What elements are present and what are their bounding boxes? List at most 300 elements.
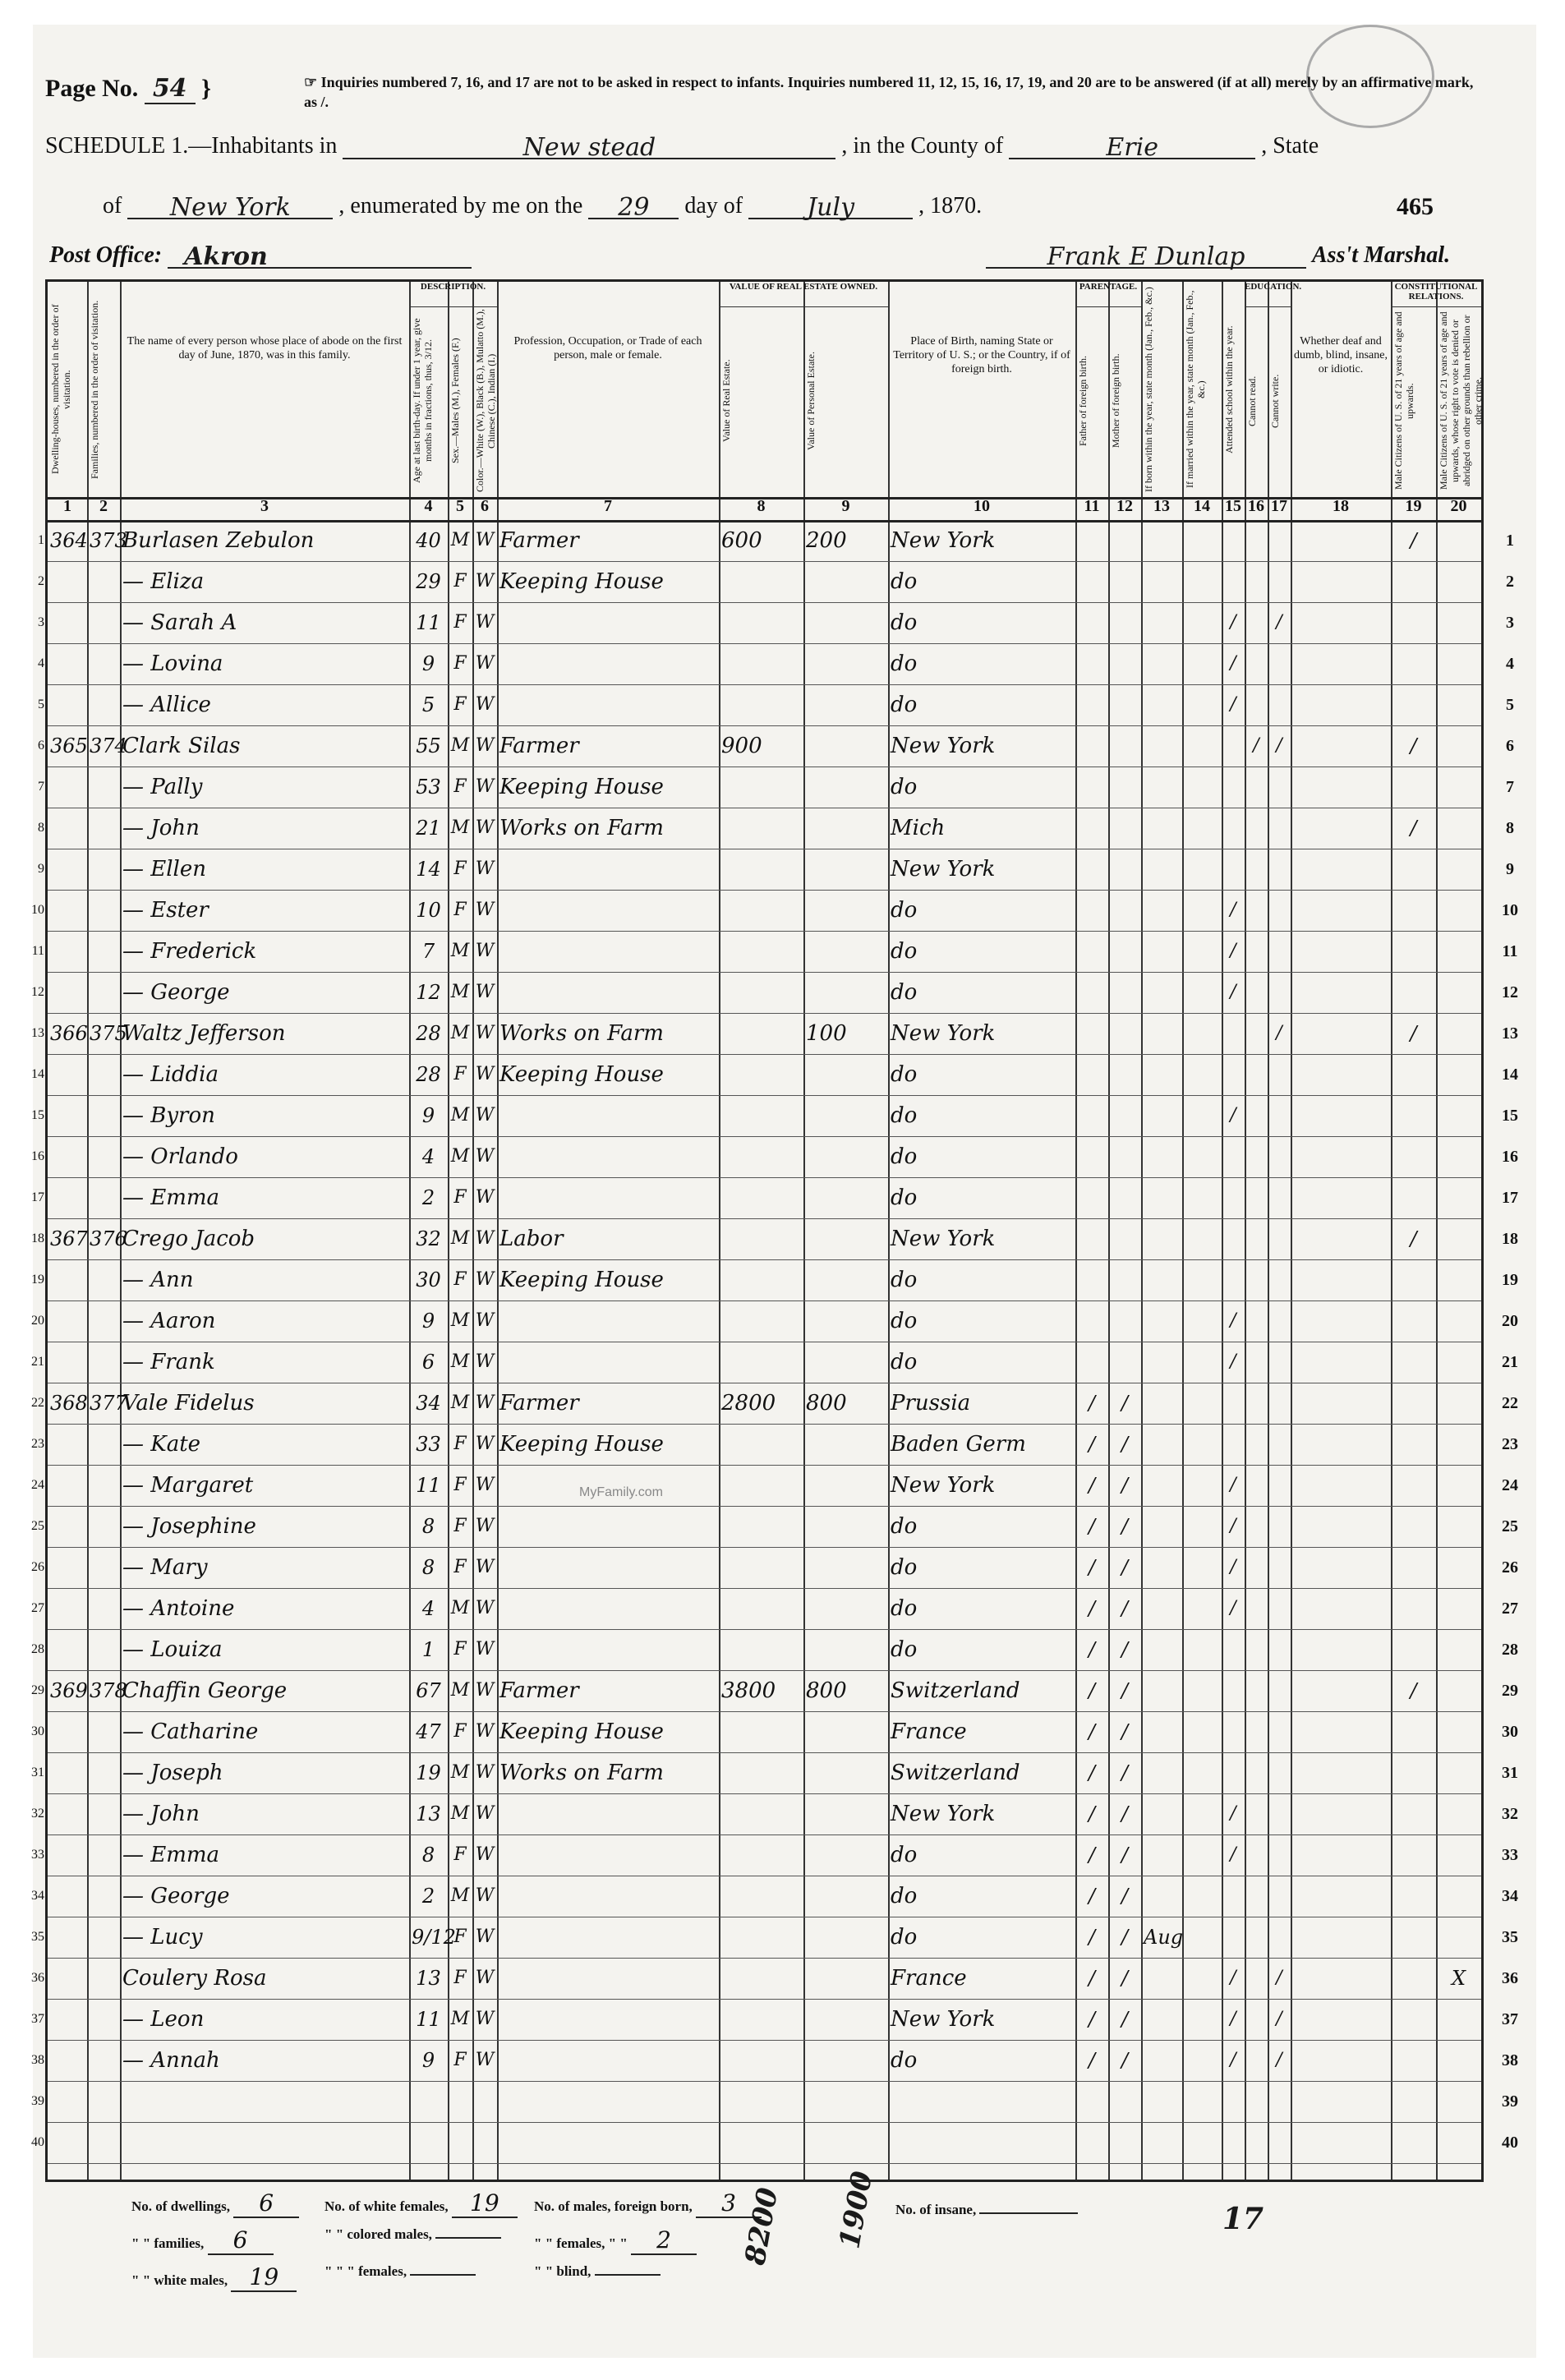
footer-dwellings: 6 bbox=[233, 2189, 299, 2218]
column-number-15: 15 bbox=[1225, 497, 1241, 515]
cell-name: — Frank bbox=[122, 1350, 215, 1374]
column-number-17: 17 bbox=[1271, 497, 1287, 515]
cell-c12: / bbox=[1121, 1885, 1129, 1908]
footer-colored-females bbox=[410, 2274, 476, 2276]
row-number-left: 8 bbox=[38, 821, 44, 835]
cell-c11: / bbox=[1088, 1844, 1096, 1867]
cell-sex: F bbox=[453, 1269, 467, 1290]
cell-name: — Ann bbox=[122, 1268, 194, 1292]
cell-c15: / bbox=[1230, 1105, 1236, 1126]
table-row bbox=[31, 1711, 1518, 1752]
row-number-right: 30 bbox=[1502, 1723, 1518, 1741]
cell-color: W bbox=[475, 653, 495, 674]
cell-birth: New York bbox=[891, 1473, 996, 1498]
column-header-10: Place of Birth, naming State or Territory of U. S.; or the Country, if of foreign birth. bbox=[893, 335, 1070, 375]
cell-name: — Ellen bbox=[122, 857, 207, 882]
cell-sex: F bbox=[453, 1557, 467, 1577]
row-number-left: 28 bbox=[31, 1642, 44, 1656]
footer-total-real-estate: 8200 bbox=[739, 2184, 785, 2268]
cell-sex: M bbox=[450, 2009, 470, 2029]
cell-color: W bbox=[475, 1310, 495, 1331]
cell-name: — Joseph bbox=[122, 1761, 223, 1785]
column-header-11: Father of foreign birth. bbox=[1077, 356, 1089, 446]
table-row bbox=[38, 643, 1514, 684]
cell-pe: 100 bbox=[806, 1021, 847, 1046]
cell-age: 2 bbox=[421, 1186, 435, 1209]
row-number-right: 38 bbox=[1502, 2051, 1518, 2069]
cell-sex: M bbox=[450, 1310, 470, 1331]
cell-c12: / bbox=[1121, 1967, 1129, 1990]
table-row bbox=[31, 1958, 1518, 1999]
row-number-right: 24 bbox=[1502, 1476, 1518, 1494]
cell-birth: do bbox=[891, 610, 918, 635]
cell-color: W bbox=[475, 1968, 495, 1988]
table-row bbox=[38, 684, 1514, 725]
cell-age: 2 bbox=[421, 1885, 435, 1908]
footer-total-personal-estate: 1900 bbox=[833, 2168, 880, 2252]
row-number-right: 23 bbox=[1502, 1435, 1518, 1453]
state-value: New York bbox=[169, 193, 291, 222]
cell-age: 4 bbox=[421, 1145, 435, 1168]
footer-white-males-label: " " white males, bbox=[131, 2272, 228, 2288]
cell-age: 9 bbox=[421, 1104, 435, 1127]
cell-birth: Mich bbox=[891, 816, 946, 840]
cell-c15: / bbox=[1230, 2009, 1236, 2029]
cell-age: 8 bbox=[421, 1844, 435, 1867]
cell-birth: do bbox=[891, 1637, 918, 1662]
cell-c15: / bbox=[1230, 1475, 1236, 1495]
cell-occ: Keeping House bbox=[499, 1432, 664, 1457]
cell-pe: 200 bbox=[806, 528, 847, 553]
cell-name: — Liddia bbox=[122, 1062, 219, 1087]
cell-c12: / bbox=[1121, 1515, 1129, 1538]
cell-c19: / bbox=[1410, 529, 1417, 552]
table-row bbox=[31, 890, 1518, 931]
row-number-left: 21 bbox=[31, 1355, 44, 1369]
cell-c12: / bbox=[1121, 1802, 1129, 1825]
cell-birth: New York bbox=[891, 2007, 996, 2032]
cell-sex: M bbox=[450, 735, 470, 756]
cell-color: W bbox=[475, 941, 495, 961]
row-number-left: 15 bbox=[31, 1108, 44, 1122]
cell-sex: M bbox=[450, 1351, 470, 1372]
table-row bbox=[31, 1506, 1518, 1547]
cell-name: — Emma bbox=[122, 1185, 220, 1210]
cell-c11: / bbox=[1088, 1515, 1096, 1538]
cell-birth: do bbox=[891, 1268, 918, 1292]
row-number-right: 27 bbox=[1502, 1600, 1518, 1618]
footer-blind bbox=[534, 2263, 661, 2280]
cell-sex: M bbox=[450, 1393, 470, 1413]
instructions-notice: ☞ Inquiries numbered 7, 16, and 17 are not to be asked in respect to infants. Inquiries numbered 11, 12, 15, 16, 17, 19, and 20 are to be answered (if at all) merely by an affirmative mark, as /. bbox=[304, 74, 1474, 110]
cell-birth: do bbox=[891, 898, 918, 923]
cell-name: — Josephine bbox=[122, 1514, 256, 1539]
cell-birth: New York bbox=[891, 1802, 996, 1826]
column-header-14: If married within the year, state month (Jan., Feb., &c.) bbox=[1184, 290, 1207, 489]
column-header-18: Whether deaf and dumb, blind, insane, or idiotic. bbox=[1294, 335, 1388, 375]
cell-sex: F bbox=[453, 1968, 467, 1988]
marshal-line bbox=[986, 242, 1450, 269]
row-number-right: 12 bbox=[1502, 983, 1518, 1001]
cell-name: — Ester bbox=[122, 898, 209, 923]
column-header-1: Dwelling-houses, numbered in the order of visitation. bbox=[49, 304, 72, 475]
column-header-20: Male Citizens of U. S. of 21 years of age and upwards, whose right to vote is denied or abridged on other grounds than rebellion or other crime. bbox=[1438, 311, 1484, 490]
column-number-1: 1 bbox=[63, 497, 71, 515]
cell-c11: / bbox=[1088, 1761, 1096, 1784]
footer-blind-label: " " blind, bbox=[534, 2263, 591, 2279]
census-table bbox=[31, 279, 1518, 2182]
cell-color: W bbox=[475, 694, 495, 715]
row-number-right: 16 bbox=[1502, 1148, 1518, 1166]
row-number-left: 29 bbox=[31, 1683, 44, 1697]
footer-white-females bbox=[325, 2189, 518, 2218]
row-number-left: 9 bbox=[38, 862, 44, 876]
row-number-left: 36 bbox=[31, 1971, 44, 1985]
cell-c15: / bbox=[1230, 982, 1236, 1002]
cell-fam: 375 bbox=[90, 1022, 127, 1045]
schedule-line bbox=[45, 133, 1319, 162]
table-row bbox=[31, 1917, 1518, 1958]
cell-sex: M bbox=[450, 1146, 470, 1167]
footer-colored-males bbox=[325, 2226, 501, 2243]
marshal-signature: Frank E Dunlap bbox=[1047, 242, 1245, 271]
row-number-left: 38 bbox=[31, 2053, 44, 2067]
cell-color: W bbox=[475, 1803, 495, 1824]
footer-white-females-label: No. of white females, bbox=[325, 2198, 449, 2214]
footer-females-foreign: 2 bbox=[631, 2226, 697, 2255]
cell-name: — Aaron bbox=[122, 1309, 216, 1333]
column-number-11: 11 bbox=[1084, 497, 1100, 515]
cell-birth: Baden Germ bbox=[891, 1432, 1026, 1457]
cell-re: 2800 bbox=[721, 1391, 776, 1416]
cell-name: — Frederick bbox=[122, 939, 257, 964]
cell-color: W bbox=[475, 1023, 495, 1043]
cell-sex: F bbox=[453, 571, 467, 592]
cell-occ: Keeping House bbox=[499, 1062, 664, 1087]
cell-name: — Annah bbox=[122, 2048, 220, 2073]
column-header-6: Color.—White (W.), Black (B.), Mulatto (M.), Chinese (C.), Indian (I.) bbox=[474, 309, 497, 493]
column-number-10: 10 bbox=[974, 497, 990, 515]
cell-name: — George bbox=[122, 1884, 230, 1908]
cell-sex: F bbox=[453, 776, 467, 797]
row-number-right: 31 bbox=[1502, 1764, 1518, 1782]
cell-sex: F bbox=[453, 1516, 467, 1536]
cell-c12: / bbox=[1121, 1392, 1129, 1415]
column-header-4: Age at last birth-day. If under 1 year, give months in fractions, thus, 3/12. bbox=[411, 318, 434, 484]
cell-c12: / bbox=[1121, 1556, 1129, 1579]
cell-birth: do bbox=[891, 1062, 918, 1087]
cell-sex: F bbox=[453, 1927, 467, 1947]
table-row bbox=[31, 2081, 1518, 2122]
cell-dw: 368 bbox=[50, 1392, 88, 1415]
cell-re: 3800 bbox=[721, 1678, 776, 1703]
row-number-right: 2 bbox=[1506, 573, 1514, 591]
cell-sex: M bbox=[450, 1680, 470, 1701]
cell-age: 55 bbox=[416, 734, 441, 757]
cell-c15: / bbox=[1230, 1598, 1236, 1618]
row-number-right: 20 bbox=[1502, 1312, 1518, 1330]
cell-c12: / bbox=[1121, 1679, 1129, 1702]
cell-age: 13 bbox=[416, 1802, 441, 1825]
table-row bbox=[31, 1177, 1518, 1218]
cell-age: 5 bbox=[421, 693, 435, 716]
cell-c11: / bbox=[1088, 1926, 1096, 1949]
cell-c19: / bbox=[1410, 734, 1417, 757]
cell-name: Vale Fidelus bbox=[122, 1391, 255, 1416]
cell-dw: 364 bbox=[50, 529, 88, 552]
footer-blind bbox=[595, 2274, 661, 2276]
cell-sex: F bbox=[453, 2050, 467, 2070]
cell-color: W bbox=[475, 1105, 495, 1126]
cell-fam: 374 bbox=[90, 734, 127, 757]
column-header-19: Male Citizens of U. S. of 21 years of age and upwards. bbox=[1392, 311, 1415, 490]
cell-name: — Mary bbox=[122, 1555, 208, 1580]
column-header-9: Value of Personal Estate. bbox=[805, 352, 817, 450]
cell-c11: / bbox=[1088, 2049, 1096, 2072]
cell-c11: / bbox=[1088, 1638, 1096, 1661]
cell-occ: Keeping House bbox=[499, 1268, 664, 1292]
table-row bbox=[31, 1793, 1518, 1834]
cell-sex: F bbox=[453, 900, 467, 920]
cell-color: W bbox=[475, 982, 495, 1002]
column-header-13: If born within the year, state month (Jan., Feb., &c.) bbox=[1143, 287, 1154, 492]
cell-c19: / bbox=[1410, 1227, 1417, 1250]
cell-birth: do bbox=[891, 1884, 918, 1908]
cell-c15: / bbox=[1230, 1310, 1236, 1331]
cell-age: 34 bbox=[416, 1392, 441, 1415]
cell-sex: F bbox=[453, 694, 467, 715]
cell-c12: / bbox=[1121, 1761, 1129, 1784]
footer-dwellings bbox=[131, 2189, 299, 2218]
cell-age: 9 bbox=[421, 2049, 435, 2072]
group-header-value-real-estate: VALUE OF REAL ESTATE OWNED. bbox=[719, 282, 888, 307]
column-number-5: 5 bbox=[456, 497, 464, 515]
cell-name: — Orlando bbox=[122, 1144, 238, 1169]
cell-c15: / bbox=[1230, 1968, 1236, 1988]
footer-colored-females-label: " " " females, bbox=[325, 2263, 407, 2279]
cell-birth: do bbox=[891, 1350, 918, 1374]
cell-age: 28 bbox=[416, 1022, 441, 1045]
row-number-left: 6 bbox=[38, 739, 44, 753]
month-value: July bbox=[807, 193, 855, 222]
column-number-6: 6 bbox=[481, 497, 489, 515]
row-number-right: 13 bbox=[1502, 1024, 1518, 1043]
footer-colored-males bbox=[435, 2237, 501, 2239]
cell-c11: / bbox=[1088, 1885, 1096, 1908]
column-number-8: 8 bbox=[757, 497, 766, 515]
day-value: 29 bbox=[618, 193, 650, 222]
cell-age: 9 bbox=[421, 652, 435, 675]
cell-age: 7 bbox=[421, 940, 435, 963]
table-row bbox=[31, 1588, 1518, 1629]
cell-fam: 378 bbox=[90, 1679, 127, 1702]
cell-age: 33 bbox=[416, 1433, 441, 1456]
cell-name: — Kate bbox=[122, 1432, 201, 1457]
cell-c15: / bbox=[1230, 900, 1236, 920]
column-number-12: 12 bbox=[1116, 497, 1133, 515]
footer-insane-label: No. of insane, bbox=[895, 2202, 977, 2217]
column-header-15: Attended school within the year. bbox=[1223, 325, 1235, 453]
cell-pe: 800 bbox=[806, 1391, 847, 1416]
cell-color: W bbox=[475, 1187, 495, 1208]
cell-occ: Keeping House bbox=[499, 1719, 664, 1744]
group-header-constitutional: CONSTITUTIONAL RELATIONS. bbox=[1391, 282, 1481, 307]
cell-occ: Farmer bbox=[499, 528, 579, 553]
table-row bbox=[31, 1342, 1518, 1383]
column-header-8: Value of Real Estate. bbox=[720, 359, 732, 443]
footer-white-females: 19 bbox=[452, 2189, 518, 2218]
column-header-2: Families, numbered in the order of visitation. bbox=[89, 300, 100, 479]
cell-c15: / bbox=[1230, 1803, 1236, 1824]
enumeration-line bbox=[103, 193, 983, 222]
group-header-education: EDUCATION. bbox=[1245, 282, 1291, 307]
cell-age: 11 bbox=[416, 2008, 441, 2031]
cell-birth: France bbox=[891, 1719, 967, 1744]
cell-c11: / bbox=[1088, 1474, 1096, 1497]
cell-color: W bbox=[475, 1885, 495, 1906]
cell-age: 11 bbox=[416, 1474, 441, 1497]
cell-color: W bbox=[475, 1351, 495, 1372]
cell-name: — Lovina bbox=[122, 651, 223, 676]
cell-name: — George bbox=[122, 980, 230, 1005]
table-row bbox=[31, 1095, 1518, 1136]
cell-c15: / bbox=[1230, 1516, 1236, 1536]
cell-name: Chaffin George bbox=[122, 1678, 288, 1703]
cell-name: — Sarah A bbox=[122, 610, 237, 635]
cell-color: W bbox=[475, 1598, 495, 1618]
row-number-right: 39 bbox=[1502, 2092, 1518, 2111]
cell-c11: / bbox=[1088, 1556, 1096, 1579]
footer-white-males: 19 bbox=[231, 2263, 297, 2292]
cell-color: W bbox=[475, 1064, 495, 1084]
cell-c15: / bbox=[1230, 653, 1236, 674]
cell-occ: Farmer bbox=[499, 1678, 579, 1703]
row-number-right: 29 bbox=[1502, 1682, 1518, 1700]
cell-age: 21 bbox=[416, 817, 441, 840]
row-number-right: 9 bbox=[1506, 860, 1514, 878]
row-number-right: 17 bbox=[1502, 1189, 1518, 1207]
row-number-left: 12 bbox=[31, 985, 44, 999]
cell-color: W bbox=[475, 1639, 495, 1660]
footer-school-total: 17 bbox=[1222, 2202, 1264, 2236]
table-row bbox=[38, 849, 1514, 890]
cell-c17: / bbox=[1276, 2050, 1282, 2070]
cell-re: 900 bbox=[721, 734, 762, 758]
cell-color: W bbox=[475, 1228, 495, 1249]
table-row bbox=[31, 972, 1518, 1013]
row-number-left: 35 bbox=[31, 1930, 44, 1944]
cell-c11: / bbox=[1088, 1720, 1096, 1743]
cell-sex: F bbox=[453, 1844, 467, 1865]
row-number-right: 5 bbox=[1506, 696, 1514, 714]
row-number-right: 34 bbox=[1502, 1887, 1518, 1905]
cell-dw: 369 bbox=[50, 1679, 88, 1702]
column-number-16: 16 bbox=[1248, 497, 1264, 515]
row-number-left: 26 bbox=[31, 1560, 44, 1574]
table-row bbox=[31, 1424, 1518, 1465]
cell-occ: Keeping House bbox=[499, 569, 664, 594]
cell-sex: F bbox=[453, 1639, 467, 1660]
table-row bbox=[31, 1300, 1518, 1342]
cell-age: 6 bbox=[421, 1351, 435, 1374]
cell-c12: / bbox=[1121, 1433, 1129, 1456]
cell-fam: 373 bbox=[90, 529, 127, 552]
day-of-label: day of bbox=[684, 193, 743, 219]
column-number-4: 4 bbox=[424, 497, 433, 515]
column-number-14: 14 bbox=[1194, 497, 1210, 515]
cell-color: W bbox=[475, 1475, 495, 1495]
cell-age: 19 bbox=[416, 1761, 441, 1784]
cell-sex: M bbox=[450, 530, 470, 550]
cell-color: W bbox=[475, 1516, 495, 1536]
cell-birth: do bbox=[891, 980, 918, 1005]
row-number-right: 36 bbox=[1502, 1969, 1518, 1987]
table-row bbox=[31, 1054, 1518, 1095]
table-row bbox=[38, 725, 1514, 766]
page-number-label: Page No. bbox=[45, 75, 139, 102]
cell-name: — Allice bbox=[122, 693, 211, 717]
post-office-label: Post Office: bbox=[49, 242, 163, 268]
cell-name: — Catharine bbox=[122, 1719, 259, 1744]
column-number-2: 2 bbox=[99, 497, 108, 515]
cell-name: Coulery Rosa bbox=[122, 1966, 267, 1991]
cell-color: W bbox=[475, 1680, 495, 1701]
cell-birth: New York bbox=[891, 734, 996, 758]
cell-occ: Farmer bbox=[499, 1391, 579, 1416]
page-number-value: 54 bbox=[145, 74, 196, 104]
cell-age: 9 bbox=[421, 1310, 435, 1333]
table-row bbox=[31, 1547, 1518, 1588]
cell-color: W bbox=[475, 612, 495, 633]
column-number-13: 13 bbox=[1153, 497, 1170, 515]
footer-white-males bbox=[131, 2263, 297, 2292]
cell-sex: M bbox=[450, 1023, 470, 1043]
row-number-right: 10 bbox=[1502, 901, 1518, 919]
cell-sex: F bbox=[453, 1475, 467, 1495]
cell-age: 32 bbox=[416, 1227, 441, 1250]
cell-color: W bbox=[475, 571, 495, 592]
cell-c19: / bbox=[1410, 1022, 1417, 1045]
footer-families: 6 bbox=[208, 2226, 274, 2255]
of-label: of bbox=[103, 193, 122, 219]
cell-c15: / bbox=[1230, 612, 1236, 633]
row-number-right: 1 bbox=[1506, 532, 1514, 550]
cell-dw: 366 bbox=[50, 1022, 88, 1045]
cell-c17: / bbox=[1276, 1968, 1282, 1988]
footer-insane bbox=[979, 2212, 1078, 2214]
cell-birth: do bbox=[891, 1144, 918, 1169]
row-number-left: 34 bbox=[31, 1889, 44, 1903]
footer-families bbox=[131, 2226, 274, 2255]
cell-occ: Labor bbox=[499, 1227, 564, 1251]
row-number-right: 6 bbox=[1506, 737, 1514, 755]
cell-age: 8 bbox=[421, 1515, 435, 1538]
footer-dwellings-label: No. of dwellings, bbox=[131, 2198, 230, 2214]
row-number-right: 25 bbox=[1502, 1517, 1518, 1535]
cell-age: 53 bbox=[416, 776, 441, 799]
cell-color: W bbox=[475, 1762, 495, 1783]
cell-sex: F bbox=[453, 1721, 467, 1742]
cell-color: W bbox=[475, 530, 495, 550]
cell-birth: do bbox=[891, 775, 918, 799]
column-number-7: 7 bbox=[604, 497, 612, 515]
cell-birth: do bbox=[891, 1555, 918, 1580]
row-number-right: 37 bbox=[1502, 2010, 1518, 2028]
cell-c20: X bbox=[1451, 1967, 1466, 1990]
column-number-18: 18 bbox=[1333, 497, 1349, 515]
cell-c12: / bbox=[1121, 1844, 1129, 1867]
row-number-right: 7 bbox=[1506, 778, 1514, 796]
